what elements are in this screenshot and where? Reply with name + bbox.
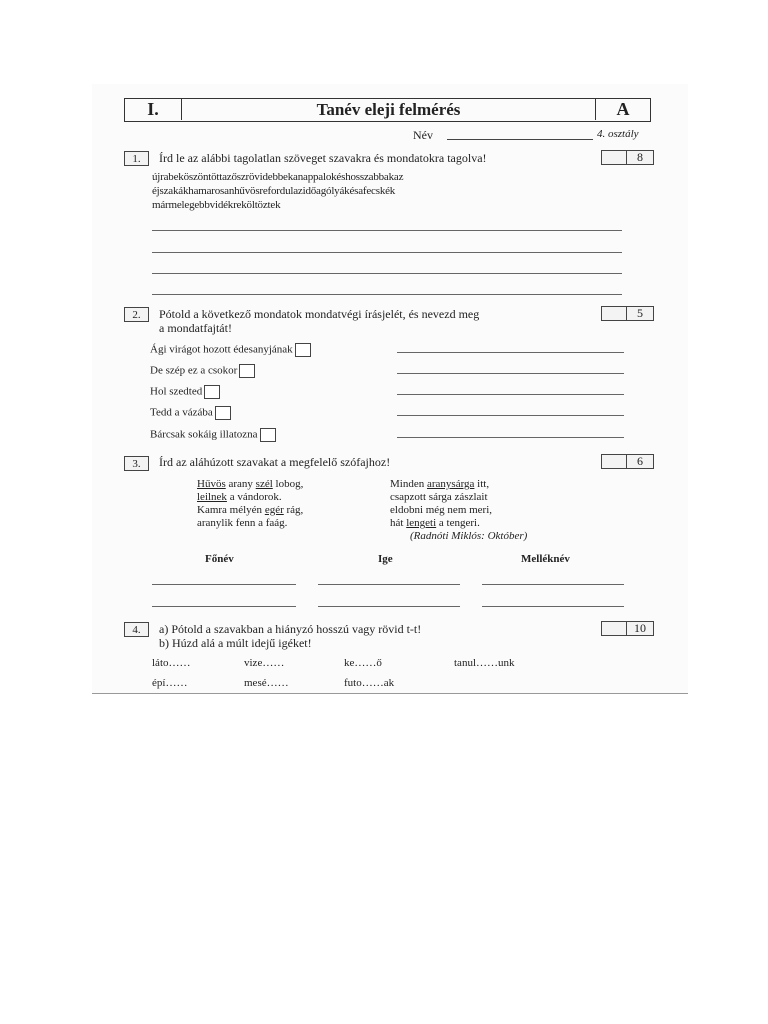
- poem-line: [197, 504, 303, 517]
- poem-text: arany: [225, 478, 256, 490]
- poem-right-stanza: [390, 478, 527, 543]
- q2-punctuation-box[interactable]: [215, 406, 231, 420]
- q2-number: 2.: [124, 307, 149, 322]
- q3-score-box: [601, 454, 654, 469]
- q4-fill-word[interactable]: futo……ak: [344, 677, 395, 689]
- q1-answer-line[interactable]: [152, 252, 622, 253]
- q4-instruction-b: b) Húzd alá a múlt idejű igéket!: [159, 636, 312, 650]
- q2-answer-line[interactable]: [397, 394, 624, 395]
- worksheet-header: [124, 98, 651, 122]
- header-variant: A: [595, 99, 650, 120]
- poem-text: itt,: [474, 478, 490, 490]
- q4-fill-word[interactable]: épí……: [152, 677, 188, 689]
- underlined-word: szél: [255, 478, 273, 490]
- q4-fill-word[interactable]: vize……: [244, 657, 285, 669]
- q4-instruction-a: a) Pótold a szavakban a hiányzó hosszú vagy rövid t-t!: [159, 622, 422, 636]
- poem-text: lobog,: [272, 478, 304, 490]
- poem-line: [197, 478, 303, 491]
- poem-line: [197, 491, 303, 504]
- poem-text: Minden: [390, 478, 427, 490]
- name-label: Név: [413, 128, 433, 142]
- q2-answer-line[interactable]: [397, 415, 624, 416]
- q4-fill-word[interactable]: láto……: [152, 657, 191, 669]
- q1-answer-line[interactable]: [152, 230, 622, 231]
- q2-score-box: [601, 306, 654, 321]
- q1-text-line-3: mármelegebbvidékreköltöztek: [152, 199, 281, 211]
- page-bottom-rule: [92, 693, 688, 694]
- header-roman-numeral: I.: [125, 99, 182, 120]
- q2-answer-line[interactable]: [397, 352, 624, 353]
- column-header-noun: Főnév: [205, 553, 234, 565]
- poem-line: aranylik fenn a faág.: [197, 517, 288, 529]
- q1-text-line-2: éjszakákhamarosanhűvösrefordulazidőagólyákésafecskék: [152, 185, 396, 197]
- q1-answer-line[interactable]: [152, 294, 622, 295]
- q3-answer-line[interactable]: [152, 584, 296, 585]
- q1-number: 1.: [124, 151, 149, 166]
- poem-line: csapzott sárga zászlait: [390, 491, 488, 503]
- q3-score-blank[interactable]: [602, 455, 627, 468]
- name-field-line[interactable]: [447, 139, 593, 140]
- q4-score-blank[interactable]: [602, 622, 627, 635]
- q1-score-blank[interactable]: [602, 151, 627, 164]
- q2-sentence: [150, 385, 220, 399]
- q2-punctuation-box[interactable]: [204, 385, 220, 399]
- underlined-word: leilnek: [197, 491, 227, 503]
- header-title: Tanév eleji felmérés: [316, 99, 461, 119]
- q2-instruction-line-2: a mondatfajtát!: [159, 321, 232, 335]
- q3-instruction: Írd az aláhúzott szavakat a megfelelő szófajhoz!: [159, 455, 391, 469]
- poem-line: eldobni még nem meri,: [390, 504, 493, 516]
- q3-answer-line[interactable]: [152, 606, 296, 607]
- q1-score-box: [601, 150, 654, 165]
- q2-sentence-text: De szép ez a csokor: [150, 364, 238, 377]
- q4-fill-word[interactable]: ke……ő: [344, 657, 382, 669]
- q1-text-line-1: újrabeköszöntöttazőszrövidebbekanappalokéshosszabbakaz: [152, 171, 404, 183]
- q2-sentence-text: Hol szedted: [150, 385, 203, 398]
- q2-sentence: [150, 364, 255, 378]
- q3-number: 3.: [124, 456, 149, 471]
- grade-label: 4. osztály: [597, 128, 639, 140]
- poem-left-stanza: [197, 478, 303, 530]
- q2-sentence: [150, 428, 276, 442]
- poem-line: [390, 517, 527, 530]
- q4-fill-word[interactable]: tanul……unk: [454, 657, 515, 669]
- underlined-word: aranysárga: [426, 478, 475, 490]
- poem-attribution: (Radnóti Miklós: Október): [410, 530, 528, 542]
- poem-text: hát: [390, 517, 407, 529]
- q4-score-box: [601, 621, 654, 636]
- q4-fill-word[interactable]: mesé……: [244, 677, 289, 689]
- q2-sentence-text: Tedd a vázába: [150, 406, 213, 419]
- q2-sentence-text: Ági virágot hozott édesanyjának: [150, 343, 293, 356]
- q2-max-points: 5: [637, 306, 643, 320]
- q4-max-points: 10: [634, 621, 646, 635]
- q3-answer-line[interactable]: [318, 606, 460, 607]
- poem-text: Kamra mélyén: [197, 504, 265, 516]
- poem-text: rág,: [283, 504, 304, 516]
- q2-score-blank[interactable]: [602, 307, 627, 320]
- underlined-word: Hűvös: [197, 478, 226, 490]
- q3-answer-line[interactable]: [318, 584, 460, 585]
- poem-text: a tengeri.: [436, 517, 480, 529]
- q2-punctuation-box[interactable]: [295, 343, 311, 357]
- column-header-verb: Ige: [378, 553, 393, 565]
- q2-answer-line[interactable]: [397, 437, 624, 438]
- q1-instruction: Írd le az alábbi tagolatlan szöveget szavakra és mondatokra tagolva!: [159, 151, 487, 165]
- underlined-word: egér: [264, 504, 284, 516]
- q3-answer-line[interactable]: [482, 606, 624, 607]
- q3-max-points: 6: [637, 454, 643, 468]
- q2-punctuation-box[interactable]: [239, 364, 255, 378]
- q1-max-points: 8: [637, 150, 643, 164]
- q2-sentence-text: Bárcsak sokáig illatozna: [150, 428, 258, 441]
- poem-line: [390, 478, 527, 491]
- q3-answer-line[interactable]: [482, 584, 624, 585]
- underlined-word: lengeti: [406, 517, 437, 529]
- column-header-adjective: Melléknév: [521, 553, 570, 565]
- q2-sentence: [150, 343, 311, 357]
- q2-sentence: [150, 406, 231, 420]
- q2-punctuation-box[interactable]: [260, 428, 276, 442]
- poem-text: a vándorok.: [226, 491, 282, 503]
- q2-instruction-line-1: Pótold a következő mondatok mondatvégi írásjelét, és nevezd meg: [159, 307, 480, 321]
- q2-answer-line[interactable]: [397, 373, 624, 374]
- q1-answer-line[interactable]: [152, 273, 622, 274]
- q4-number: 4.: [124, 622, 149, 637]
